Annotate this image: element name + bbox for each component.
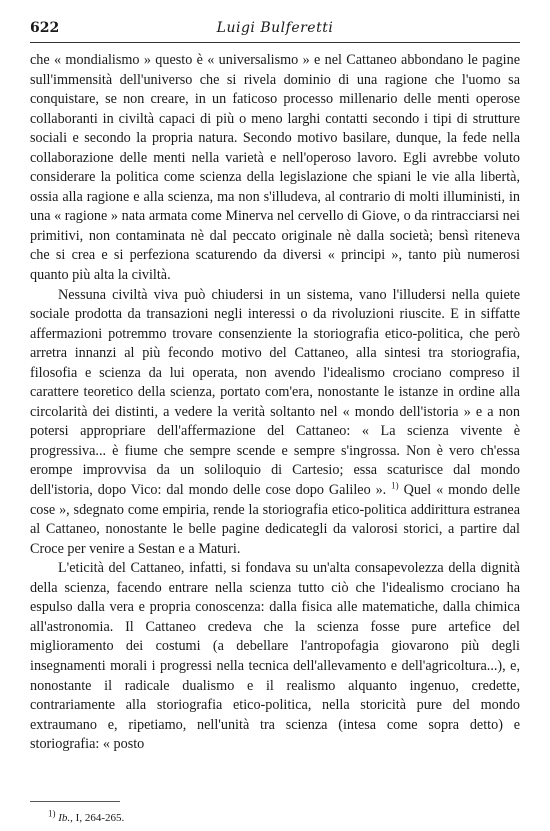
running-head: Luigi Bulferetti: [216, 20, 334, 36]
paragraph-2-continuation: Quel « mondo delle cose », sdegnato come empiria, rende la storiografia etico-politica addirittura estranea al Cattaneo, nonostante le belle pagine dedicategli da valorosi storici, a partire dal Croce per venire a Sestan e a Maturi.: [30, 482, 520, 557]
footnote: [48, 808, 125, 824]
page: [30, 20, 520, 755]
page-header: [30, 20, 520, 43]
footnote-rule: [30, 801, 120, 802]
paragraph-3: L'eticità del Cattaneo, infatti, si fondava su un'alta consapevolezza della dignità della scienza, facendo entrare nella scienza tutto ciò che l'idealismo crociano ha espulso dalla vera e propria conoscenza: dalla fisica alle matematiche, dalla chimica all'astronomia. Il Cattaneo credeva che la scienza fosse pure artefice del miglioramento dei costumi (a debellare l'antropofagia giovarono più degli insegnamenti morali i progressi nella tecnica dell'allevamento e dell'agricoltura...), e, nonostante il radicale dualismo e il realismo alquanto ingenuo, credette, contrariamente alla storiografia etico-politica, nella storicità pure del mondo extraumano e, ripetiamo, nell'unità tra scienza (intesa come sopra detto) e storiografia: « posto: [30, 560, 520, 753]
page-number: 622: [30, 20, 60, 36]
footnote-title: Ib.: [58, 812, 71, 824]
footnote-marker: 1): [48, 808, 56, 819]
footnote-text: , I, 264-265.: [70, 812, 125, 824]
paragraph-2-text: Nessuna civiltà viva può chiudersi in un sistema, vano l'illudersi nella quiete sociale prodotta da transazioni negli interessi o da rivoluzioni riuscite. E in siffatte affermazioni potremmo trovare consenziente la storiografia etico-politica, che però arretra innanzi al più fecondo motivo del Cattaneo, alla sintesi tra storiografia, filosofia e scienza da lui operata, non avendo l'idealismo crociano compreso il carattere teoretico della scienza, portato com'era, nonostante le istanze in ordine alla circolarità dei distinti, a vedere la verità soltanto nel « mondo dell'istoria » e a non potersi appropriare dell'affermazione del Cattaneo: « La scienza vivente è progressiva... è fiume che sempre scende e sempre s'ingrossa. Non è vero ch'essa erompe improvvisa da un soliloquio di Cartesio; essa scaturisce dal mondo dell'istoria, dopo Vico: dal mondo delle cose dopo Galileo ».: [30, 286, 520, 499]
body-text: [30, 51, 520, 755]
paragraph-2: [30, 286, 520, 560]
paragraph-1: che « mondialismo » questo è « universalismo » e nel Cattaneo abbondano le pagine sull'immensità dell'universo che si rivela dominio di una ragione che l'uomo sa conquistare, se non creare, in un faticoso processo millenario delle menti operose collaboranti in civiltà capaci di più o meno larghi contatti secondo i tipi di strutture sociali e secondo la propria natura. Secondo motivo basilare, dunque, la fede nella collaborazione delle menti nella varietà e nell'operoso lavoro. Egli avrebbe voluto considerare la politica come scienza della legislazione che spiani le vie alla libertà, ossia alla ragione e alla scienza, ma non s'illudeva, al contrario di molti illuministi, in una « ragione » nata armata come Minerva nel cervello di Giove, o da rintracciarsi nei primitivi, non contaminata nè dal peccato originale nè dalla società; bensì riteneva che si crea e si perfeziona scaturendo da diversi « principi », tanto più numerosi quanto più alta la civiltà.: [30, 52, 520, 284]
footnote-reference: 1): [391, 480, 399, 491]
